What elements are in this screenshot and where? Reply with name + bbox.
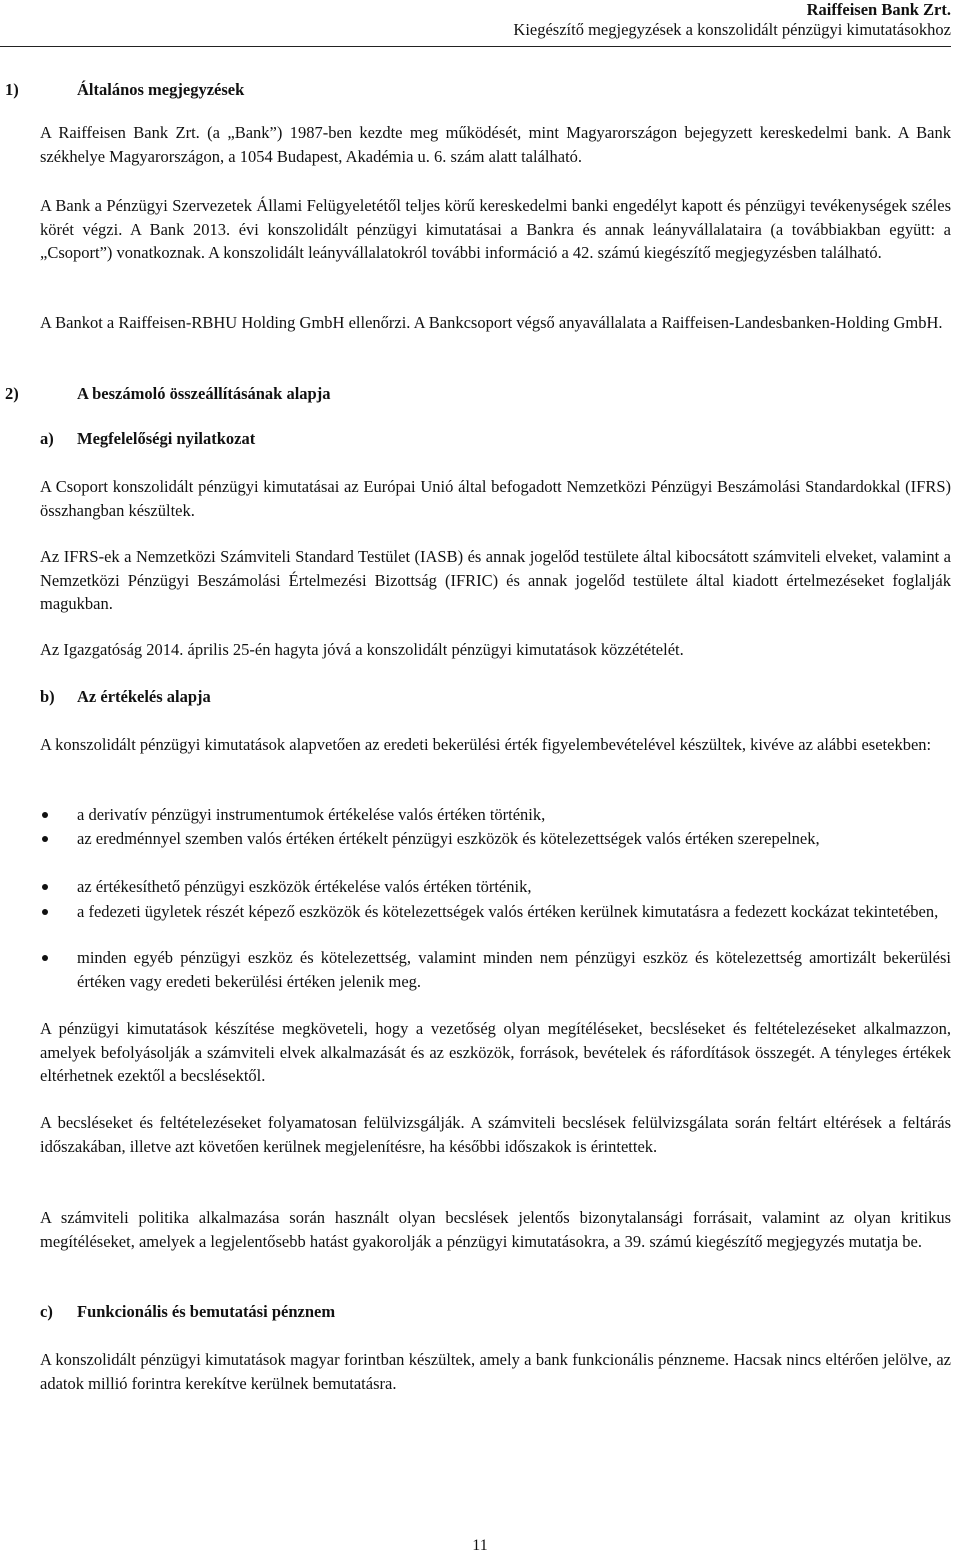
bullet-icon	[42, 812, 48, 818]
list-item-text: minden egyéb pénzügyi eszköz és kötelezettség, valamint minden nem pénzügyi eszköz és kötelezettség amortizált bekerülési értéken vagy eredeti bekerülési értéken jelenik meg.	[77, 948, 951, 991]
subsection-title: Megfelelőségi nyilatkozat	[77, 429, 256, 448]
list-item-text: az értékesíthető pénzügyi eszközök értékelése valós értéken történik,	[77, 877, 532, 896]
list-item	[40, 946, 951, 993]
list-item	[40, 803, 951, 827]
paragraph: A becsléseket és feltételezéseket folyamatosan felülvizsgálják. A számviteli becslések felülvizsgálata során feltárt eltérések a feltárás időszakában, illetve azt követően kerülnek megjelenítésre, ha későbbi időszakok is érintettek.	[40, 1113, 951, 1156]
subsection-title: Funkcionális és bemutatási pénznem	[77, 1302, 336, 1321]
subsection-number: b)	[40, 687, 55, 706]
subsection-number: c)	[40, 1302, 53, 1321]
page-number: 11	[472, 1537, 488, 1554]
header-bank-name: Raiffeisen Bank Zrt.	[806, 0, 951, 19]
section-number: 2)	[5, 384, 19, 403]
paragraph: A Bank a Pénzügyi Szervezetek Állami Felügyeletétől teljes körű kereskedelmi banki engedélyt kapott és pénzügyi tevékenységek széles körét végzi. A Bank 2013. évi konszolidált pénzügyi kimutatásai a Bankra és annak leányvállalataira (a továbbiakban együtt: a „Csoport”) vonatkoznak. A konszolidált leányvállalatokról további információ a 42. számú kiegészítő megjegyzésben található.	[40, 196, 951, 262]
bullet-icon	[42, 836, 48, 842]
list-item	[40, 827, 951, 851]
list-item	[40, 875, 951, 899]
paragraph: A Bankot a Raiffeisen-RBHU Holding GmbH ellenőrzi. A Bankcsoport végső anyavállalata a Raiffeisen-Landesbanken-Holding GmbH.	[40, 313, 943, 332]
bullet-icon	[42, 955, 48, 961]
paragraph: A konszolidált pénzügyi kimutatások alapvetően az eredeti bekerülési érték figyelembevételével készültek, kivéve az alábbi esetekben:	[40, 735, 932, 754]
list-item	[40, 900, 951, 924]
paragraph: A Csoport konszolidált pénzügyi kimutatásai az Európai Unió által befogadott Nemzetközi Pénzügyi Beszámolási Standardokkal (IFRS) összhangban készültek.	[40, 477, 951, 520]
header-divider	[0, 46, 951, 47]
paragraph: A pénzügyi kimutatások készítése megköveteli, hogy a vezetőség olyan megítéléseket, becsléseket és feltételezéseket alkalmazzon, amelyek befolyásolják a számviteli elvek alkalmazását és az eszközök, források, bevételek és ráfordítások összegét. A tényleges értékek eltérhetnek ezektől a becslésektől.	[40, 1019, 951, 1085]
list-item-text: a fedezeti ügyletek részét képező eszközök és kötelezettségek valós értéken kerülnek kimutatásra a fedezett kockázat tekintetében,	[77, 902, 939, 921]
bullet-icon	[42, 884, 48, 890]
page-header	[513, 0, 951, 40]
subsection-title: Az értékelés alapja	[77, 687, 211, 706]
paragraph: Az IFRS-ek a Nemzetközi Számviteli Standard Testület (IASB) és annak jogelőd testülete által kibocsátott számviteli elveket, valamint a Nemzetközi Pénzügyi Beszámolási Értelmezési Bizottság (IFRIC) és annak jogelőd testülete által kiadott értelmezéseket foglalják magukban.	[40, 547, 951, 613]
section-number: 1)	[5, 80, 19, 99]
section-title: Általános megjegyzések	[77, 80, 245, 99]
list-item-text: az eredménnyel szemben valós értéken értékelt pénzügyi eszközök és kötelezettségek valós értéken szerepelnek,	[77, 829, 820, 848]
paragraph: Az Igazgatóság 2014. április 25-én hagyta jóvá a konszolidált pénzügyi kimutatások közzétételét.	[40, 640, 684, 659]
paragraph: A konszolidált pénzügyi kimutatások magyar forintban készültek, amely a bank funkcionális pénzneme. Hacsak nincs eltérően jelölve, az adatok millió forintra kerekítve kerülnek bemutatásra.	[40, 1350, 951, 1393]
paragraph: A számviteli politika alkalmazása során használt olyan becslések jelentős bizonytalansági forrásait, valamint az olyan kritikus megítéléseket, amelyek a legjelentősebb hatást gyakorolják a pénzügyi kimutatásokra, a 39. számú kiegészítő megjegyzés mutatja be.	[40, 1208, 951, 1251]
header-subtitle: Kiegészítő megjegyzések a konszolidált pénzügyi kimutatásokhoz	[513, 20, 951, 39]
section-title: A beszámoló összeállításának alapja	[77, 384, 331, 403]
paragraph: A Raiffeisen Bank Zrt. (a „Bank”) 1987-ben kezdte meg működését, mint Magyarországon bejegyzett kereskedelmi bank. A Bank székhelye Magyarországon, a 1054 Budapest, Akadémia u. 6. szám alatt található.	[40, 123, 951, 166]
list-item-text: a derivatív pénzügyi instrumentumok értékelése valós értéken történik,	[77, 805, 546, 824]
subsection-number: a)	[40, 429, 54, 448]
bullet-icon	[42, 909, 48, 915]
